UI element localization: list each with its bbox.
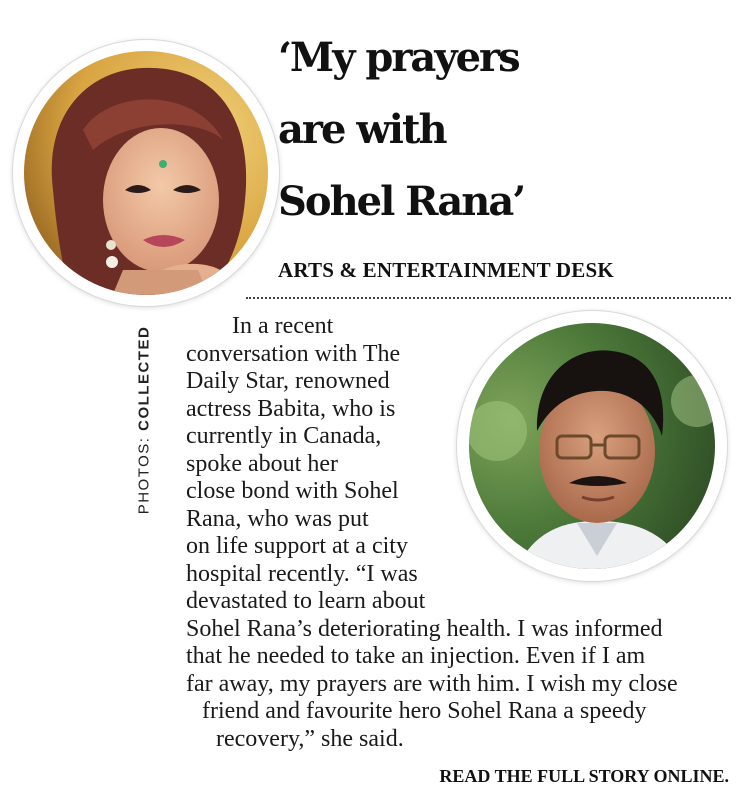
body-line: hospital recently. “I was <box>186 560 418 587</box>
body-line: Rana, who was put <box>186 505 369 532</box>
photo-credit-label: PHOTOS: <box>135 430 153 515</box>
body-line: actress Babita, who is <box>186 395 396 422</box>
photo-credit-source: COLLECTED <box>135 325 153 431</box>
headline-line: Sohel Rana’ <box>278 178 525 225</box>
body-line: recovery,” she said. <box>216 725 404 752</box>
headline-line: are with <box>278 106 446 153</box>
body-line: friend and favourite hero Sohel Rana a speedy <box>202 698 647 724</box>
babita-portrait-photo <box>13 40 279 306</box>
body-line: In a recent <box>232 313 334 339</box>
body-line: far away, my prayers are with him. I wish my close <box>186 670 678 697</box>
body-line: conversation with The <box>186 340 401 367</box>
body-line: devastated to learn about <box>186 588 426 614</box>
read-full-story-link[interactable]: READ THE FULL STORY ONLINE. <box>439 766 729 786</box>
body-line: close bond with Sohel <box>186 478 399 504</box>
body-line: Sohel Rana’s deteriorating health. I was informed <box>186 615 663 642</box>
babita-portrait-image <box>13 40 279 306</box>
headline-line: ‘My prayers <box>278 34 519 81</box>
body-line: that he needed to take an injection. Even if I am <box>186 643 646 669</box>
photo-credit <box>136 326 153 515</box>
byline: ARTS & ENTERTAINMENT DESK <box>278 258 614 282</box>
headline <box>278 22 738 238</box>
body-line: spoke about her <box>186 450 338 477</box>
body-line: on life support at a city <box>186 533 408 559</box>
body-line: currently in Canada, <box>186 423 382 449</box>
article-body <box>186 313 736 753</box>
body-line: Daily Star, renowned <box>186 368 390 394</box>
dotted-divider <box>246 297 731 299</box>
